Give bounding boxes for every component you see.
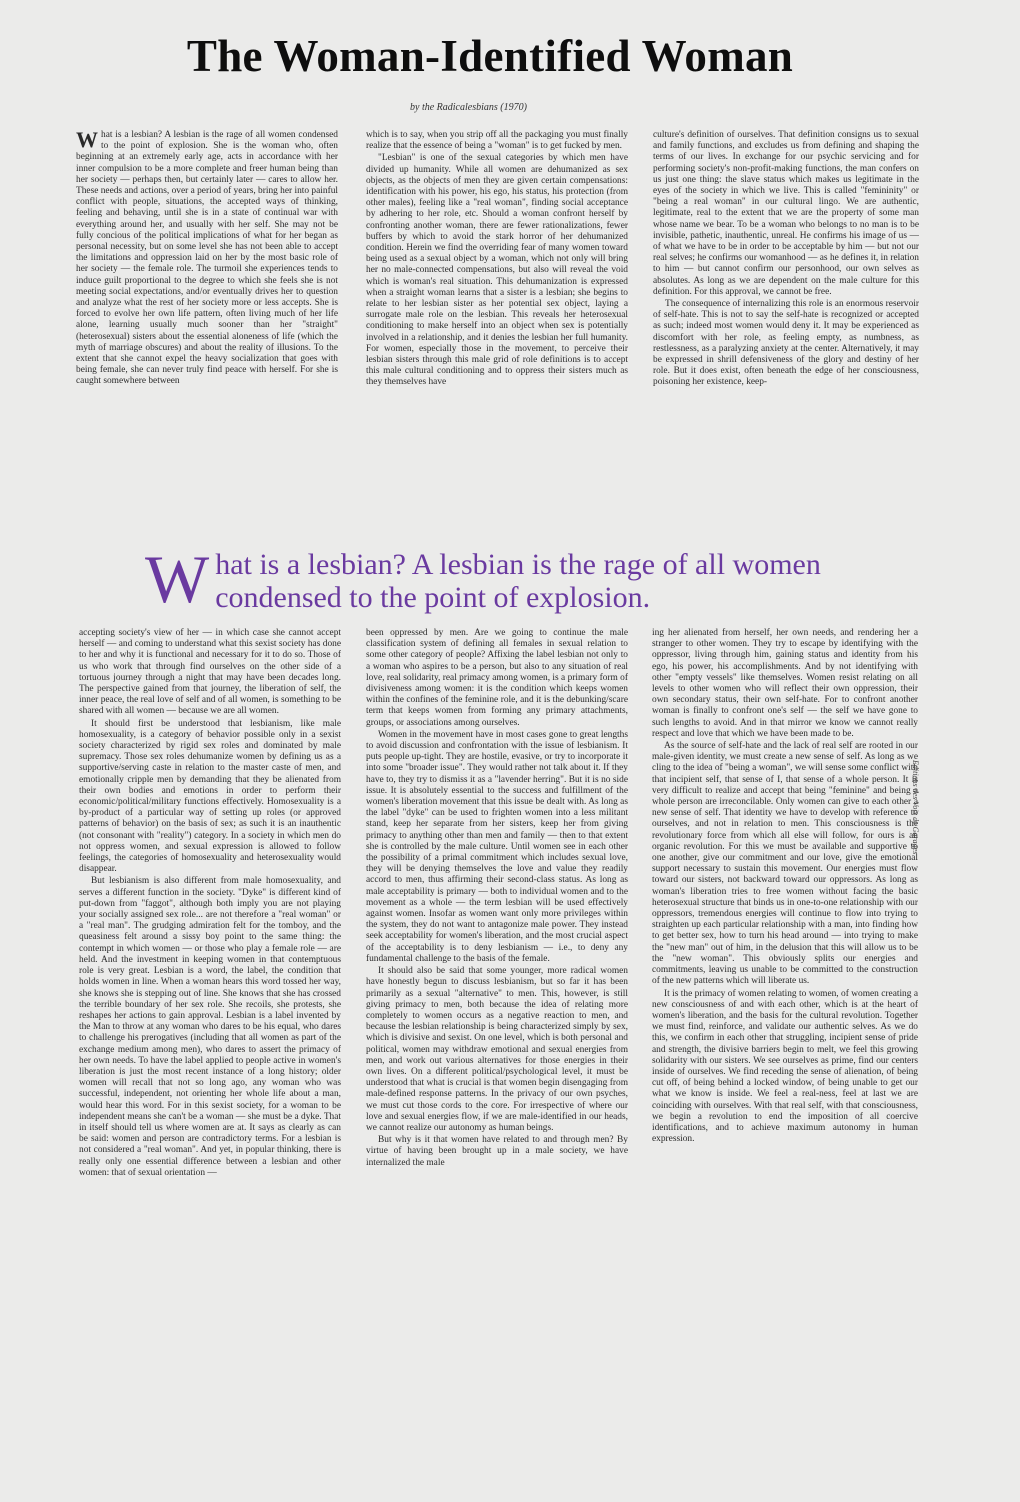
top-column-3 xyxy=(653,130,919,528)
pull-quote-text: hat is a lesbian? A lesbian is the rage of all women condensed to the point of explosion. xyxy=(215,548,821,614)
bottom-col2-para-1: been oppressed by men. Are we going to continue the male classification system of defining all females in sexual relation to some other category of people? Affixing the label lesbian not only to a woman who aspires to be a person, but also to any situation of real love, real solidarity, real primacy among women, is a primary form of divisiveness among women: it is the condition which keeps women within the confines of the feminine role, and it is the debunking/scare term that keeps women from forming any primary attachments, groups, or associations among ourselves. xyxy=(366,628,628,728)
top-col3-para-2: The consequence of internalizing this role is an enormous reservoir of self-hate. This is not to say the self-hate is recognized or accepted as such; indeed most women would deny it. It may be experienced as discomfort with her role, as feeling empty, as numbness, as restlessness, as a paralyzing anxiety at the center. Alternatively, it may be expressed in shrill defensiveness of the glory and destiny of her role. But it does exist, often beneath the edge of her consciousness, poisoning her existence, keep- xyxy=(653,299,919,388)
bottom-column-1 xyxy=(79,628,341,1484)
bottom-col3-para-3: It is the primacy of women relating to women, of women creating a new consciousness of and with each other, which is at the heart of women's liberation, and the basis for the cultural revolution. Together we must find, reinforce, and validate our authentic selves. As we do this, we confirm in each other that struggling, incipient sense of pride and strength, the divisive barriers begin to melt, we feel this growing solidarity with our sisters. We see ourselves as prime, find our centers inside of ourselves. We find receding the sense of alienation, of being cut off, of being behind a locked window, of being unable to get our what we know is inside. We feel a real-ness, feel at last we are coinciding with ourselves. With that real self, with that consciousness, we begin a revolution to end the imposition of all coercive identifications, and to achieve maximum autonomy in human expression. xyxy=(652,988,918,1145)
top-column-1 xyxy=(76,130,338,528)
top-col2-para-1: which is to say, when you strip off all the packaging you must finally realize that the essence of being a "woman" is to get fucked by men. xyxy=(366,130,628,152)
top-column-2 xyxy=(366,130,628,528)
bottom-col2-para-4: But why is it that women have related to and through men? By virtue of having been brought up in a male society, we have internalized the male xyxy=(366,1135,628,1168)
bottom-col2-para-2: Women in the movement have in most cases gone to great lengths to avoid discussion and confrontation with the issue of lesbianism. It puts people up-tight. They are hostile, evasive, or try to incorporate it into some "broader issue". They would rather not talk about it. If they have to, they try to dismiss it as a "lavender herring". But it is no side issue. It is absolutely essential to the success and fulfillment of the women's liberation movement that this issue be dealt with. As long as the label "dyke" can be used to frighten women into a less militant stand, keep her separate from her sisters, keep her from giving primacy to anything other than men and family — then to that extent she is controlled by the male culture. Until women see in each other the possibility of a primal commitment which includes sexual love, they will be denying themselves the love and value they readily accord to men, thus affirming their second-class status. As long as male acceptability is primary — both to individual women and to the movement as a whole — the term lesbian will be used effectively against women. Insofar as women want only more privileges within the system, they do not want to antagonize male power. They instead seek acceptability for women's liberation, and the most crucial aspect of the acceptability is to deny lesbianism — i.e., to deny any fundamental challenge to the basis of the female. xyxy=(366,729,628,964)
top-col2-para-2: "Lesbian" is one of the sexual categories by which men have divided up humanity. While all women are dehumanized as sex objects, as the objects of men they are given certain compensations: identification with his power, his ego, his status, his protection (from other males), feeling like a "real woman", finding social acceptance by adhering to her role, etc. Should a woman confront herself by confronting another woman, there are fewer rationalizations, fewer buffers by which to avoid the stark horror of her dehumanized condition. Herein we find the overriding fear of many women toward being used as a sexual object by a woman, which not only will bring her no male-connected compensations, but also will reveal the void which is woman's real situation. This dehumanization is expressed when a straight woman learns that a sister is a lesbian; she begins to relate to her lesbian sister as her potential sex object, laying a surrogate male role on the lesbian. This reveals her heterosexual conditioning to make herself into an object when sex is potentially involved in a relationship, and it denies the lesbian her full humanity. For women, especially those in the movement, to perceive their lesbian sisters through this male grid of role definitions is to accept this male cultural conditioning and to oppress their sisters much as they themselves have xyxy=(366,153,628,388)
bottom-col2-para-3: It should also be said that some younger, more radical women have honestly begun to discuss lesbianism, but so far it has been primarily as a sexual "alternative" to men. This, however, is still giving primacy to men, both because the idea of relating more completely to women occurs as a negative reaction to men, and because the lesbian relationship is being characterized simply by sex, which is divisive and sexist. On one level, which is both personal and political, women may withdraw emotional and sexual energies from men, and work out various alternatives for those energies in their own lives. On a different political/psychological level, it must be understood that what is crucial is that women begin disengaging from male-defined response patterns. In the privacy of our own psyches, we must cut those cords to the core. For irrespective of where our love and sexual energies flow, if we are male-identified in our heads, we cannot realize our autonomy as human beings. xyxy=(366,966,628,1133)
bottom-col3-para-2: As the source of self-hate and the lack of real self are rooted in our male-given identity, we must create a new sense of self. As long as we cling to the idea of "being a woman", we will sense some conflict with that incipient self, that sense of I, that sense of a whole person. It is very difficult to realize and accept that being "feminine" and being a whole person are irreconcilable. Only women can give to each other a new sense of self. That identity we have to develop with reference to ourselves, and not in relation to men. This consciousness is the revolutionary force from which all else will follow, for ours is an organic revolution. For this we must be available and supportive to one another, give our commitment and our love, give the emotional support necessary to sustain this movement. Our energies must flow toward our sisters, not backward toward our oppressors. As long as woman's liberation tries to free women without facing the basic heterosexual structure that binds us in one-to-one relationship with our oppressors, tremendous energies will continue to flow into trying to straighten up each particular relationship with a man, into finding how to get better sex, how to turn his head around — into trying to make the "new man" out of him, in the delusion that this will allow us to be the "new woman". This obviously splits our energies and commitments, leaving us unable to be committed to the construction of the new patterns which will liberate us. xyxy=(652,741,918,987)
bottom-col1-para-3: But lesbianism is also different from male homosexuality, and serves a different function in the society. "Dyke" is different kind of put-down from "faggot", although both imply you are not playing your socially assigned sex role... are not therefore a "real woman" or a "real man". The grudging admiration felt for the tomboy, and the queasiness felt around a sissy boy point to the same thing: the contempt in which women — or those who play a female role — are held. And the investment in keeping women in that contemptuous role is very great. Lesbian is a word, the label, the condition that holds women in line. When a woman hears this word tossed her way, she knows she is stepping out of line. She knows that she has crossed the terrible boundary of her sex role. She recoils, she protests, she reshapes her actions to gain approval. Lesbian is a label invented by the Man to throw at any woman who dares to be his equal, who dares to challenge his prerogatives (including that all women as part of the exchange medium among men), who dares to assert the primacy of her own needs. To have the label applied to people active in women's liberation is just the most recent instance of a long history; older women will recall that not so long ago, any woman who was successful, independent, not orienting her whole life about a man, would hear this word. For in this sexist society, for a woman to be independent means she can't be a woman — she must be a dyke. That in itself should tell us where women are at. It says as clearly as can be said: women and person are contradictory terms. For a lesbian is not considered a "real woman". And yet, in popular thinking, there is really only one essential difference between a lesbian and other women: that of sexual orientation — xyxy=(79,876,341,1178)
drop-cap: W xyxy=(76,130,98,152)
pull-quote xyxy=(145,541,905,617)
side-credit: Editions des Voix de Garages xyxy=(911,760,920,855)
bottom-col3-para-1: ing her alienated from herself, her own needs, and rendering her a stranger to other women. They try to escape by identifying with the oppressor, living through him, gaining status and identity from his ego, his power, his accomplishments. And by not identifying with other "empty vessels" like themselves. Women resist relating on all levels to other women who will reflect their own oppression, their own secondary status, their own self-hate. For to confront another woman is finally to confront one's self — the self we have gone to such lengths to avoid. And in that mirror we know we cannot really respect and love that which we have been made to be. xyxy=(652,628,918,739)
bottom-col1-para-1: accepting society's view of her — in which case she cannot accept herself — and coming to understand what this sexist society has done to her and why it is functional and necessary for it to do so. Those of us who work that through find ourselves on the other side of a tortuous journey through a night that may have been decades long. The perspective gained from that journey, the liberation of self, the inner peace, the real love of self and of all women, is something to be shared with all women — because we are all women. xyxy=(79,628,341,717)
bottom-column-3 xyxy=(652,628,918,1484)
top-col1-para-1: What is a lesbian? A lesbian is the rage of all women condensed to the point of explosion. She is the woman who, often beginning at an extremely early age, acts in accordance with her inner compulsion to be a more complete and freer human being than her society — perhaps then, but certainly later — cares to allow her. These needs and actions, over a period of years, bring her into painful conflict with people, situations, the accepted ways of thinking, feeling and behaving, until she is in a state of continual war with everything around her, and usually with her self. She may not be fully concious of the political implications of what for her began as personal necessity, but on some level she has not been able to accept the limitations and oppression laid on her by the most basic role of her society — the female role. The turmoil she experiences tends to induce guilt proportional to the degree to which she feels she is not meeting social expectations, and/or eventually drives her to question and analyze what the rest of her society more or less accepts. She is forced to evolve her own life pattern, often living much of her life alone, learning usually much sooner than her "straight" (heterosexual) sisters about the essential aloneness of life (which the myth of marriage obscures) and about the reality of illusions. To the extent that she cannot expel the heavy socialization that goes with being female, she can never truly find peace with herself. For she is caught somewhere between xyxy=(76,130,338,387)
bottom-col1-para-2: It should first be understood that lesbianism, like male homosexuality, is a category of behavior possible only in a sexist society characterized by rigid sex roles and dominated by male supremacy. Those sex roles dehumanize women by defining us as a supportive/serving caste in relation to the master caste of men, and emotionally cripple men by demanding that they be alienated from their own bodies and emotions in order to perform their economic/political/military functions effectively. Homosexuality is a by-product of a particular way of setting up roles (or approved patterns of behavior) on the basis of sex; as such it is an inauthentic (not consonant with "reality") category. In a society in which men do not oppress women, and sexual expression is allowed to follow feelings, the categories of homosexuality and heterosexuality would disappear. xyxy=(79,718,341,875)
article-title: The Woman-Identified Woman xyxy=(186,31,794,81)
byline: by the Radicalesbians (1970) xyxy=(410,102,527,113)
pull-quote-initial: W xyxy=(145,541,210,617)
top-col3-para-1: culture's definition of ourselves. That definition consigns us to sexual and family functions, and excludes us from defining and shaping the terms of our lives. In exchange for our psychic servicing and for performing society's non-profit-making functions, the man confers on us just one thing: the slave status which makes us legitimate in the eyes of the society in which we live. This is called "femininity" or "being a real woman" in our cultural lingo. We are authentic, legitimate, real to the extent that we are the property of some man whose name we bear. To be a woman who belongs to no man is to be invisible, pathetic, inauthentic, unreal. He confirms his image of us — of what we have to be in order to be acceptable by him — but not our real selves; he confirms our womanhood — as he defines it, in relation to him — but cannot confirm our personhood, our own selves as absolutes. As long as we are dependent on the male culture for this definition. For this approval, we cannot be free. xyxy=(653,130,919,297)
bottom-column-2 xyxy=(366,628,628,1484)
